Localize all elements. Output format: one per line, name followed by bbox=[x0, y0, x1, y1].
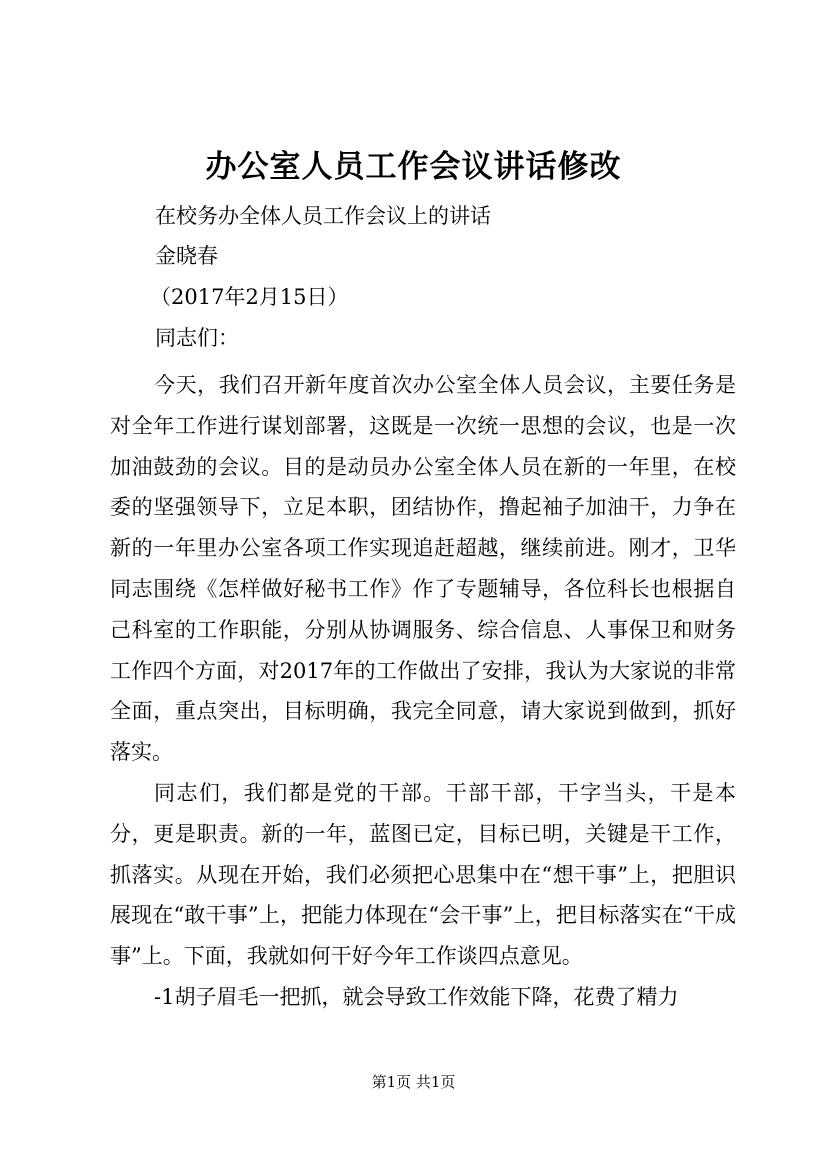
speech-date: （2017年2月15日） bbox=[150, 285, 349, 309]
paragraph: 今天，我们召开新年度首次办公室全体人员会议，主要任务是对全年工作进行谋划部署，这既是一次统一思想的会议，也是一次加油鼓劲的会议。目的是动员办公室全体人员在新的一年里，在校委的坚强领导下，立足本职，团结协作，撸起袖子加油干，力争在新的一年里办公室各项工作实现追赶超越，继续前进。刚才，卫华同志围绕《怎样做好秘书工作》作了专题辅导，各位科长也根据自己科室的工作职能，分别从协调服务、综合信息、人事保卫和财务工作四个方面，对2017年的工作做出了安排，我认为大家说的非常全面，重点突出，目标明确，我完全同意，请大家说到做到，抓好落实。 bbox=[110, 373, 736, 765]
paragraph: 同志们，我们都是党的干部。干部干部，干字当头，干是本分，更是职责。新的一年，蓝图已定，目标已明，关键是干工作，抓落实。从现在开始，我们必须把心思集中在“想干事”上，把胆识展现在“敢干事”上，把能力体现在“会干事”上，把目标落实在“干成事”上。下面，我就如何干好今年工作谈四点意见。 bbox=[110, 780, 736, 969]
document-title: 办公室人员工作会议讲话修改 bbox=[205, 149, 622, 185]
document-body bbox=[110, 365, 736, 1018]
paragraph: -1胡子眉毛一把抓，就会导致工作效能下降，花费了精力 bbox=[154, 984, 679, 1009]
document-subtitle: 在校务办全体人员工作会议上的讲话 bbox=[155, 204, 491, 228]
page-footer: 第1页 共1页 bbox=[371, 1073, 456, 1091]
author-name: 金晓春 bbox=[155, 244, 218, 268]
salutation: 同志们： bbox=[155, 326, 239, 350]
